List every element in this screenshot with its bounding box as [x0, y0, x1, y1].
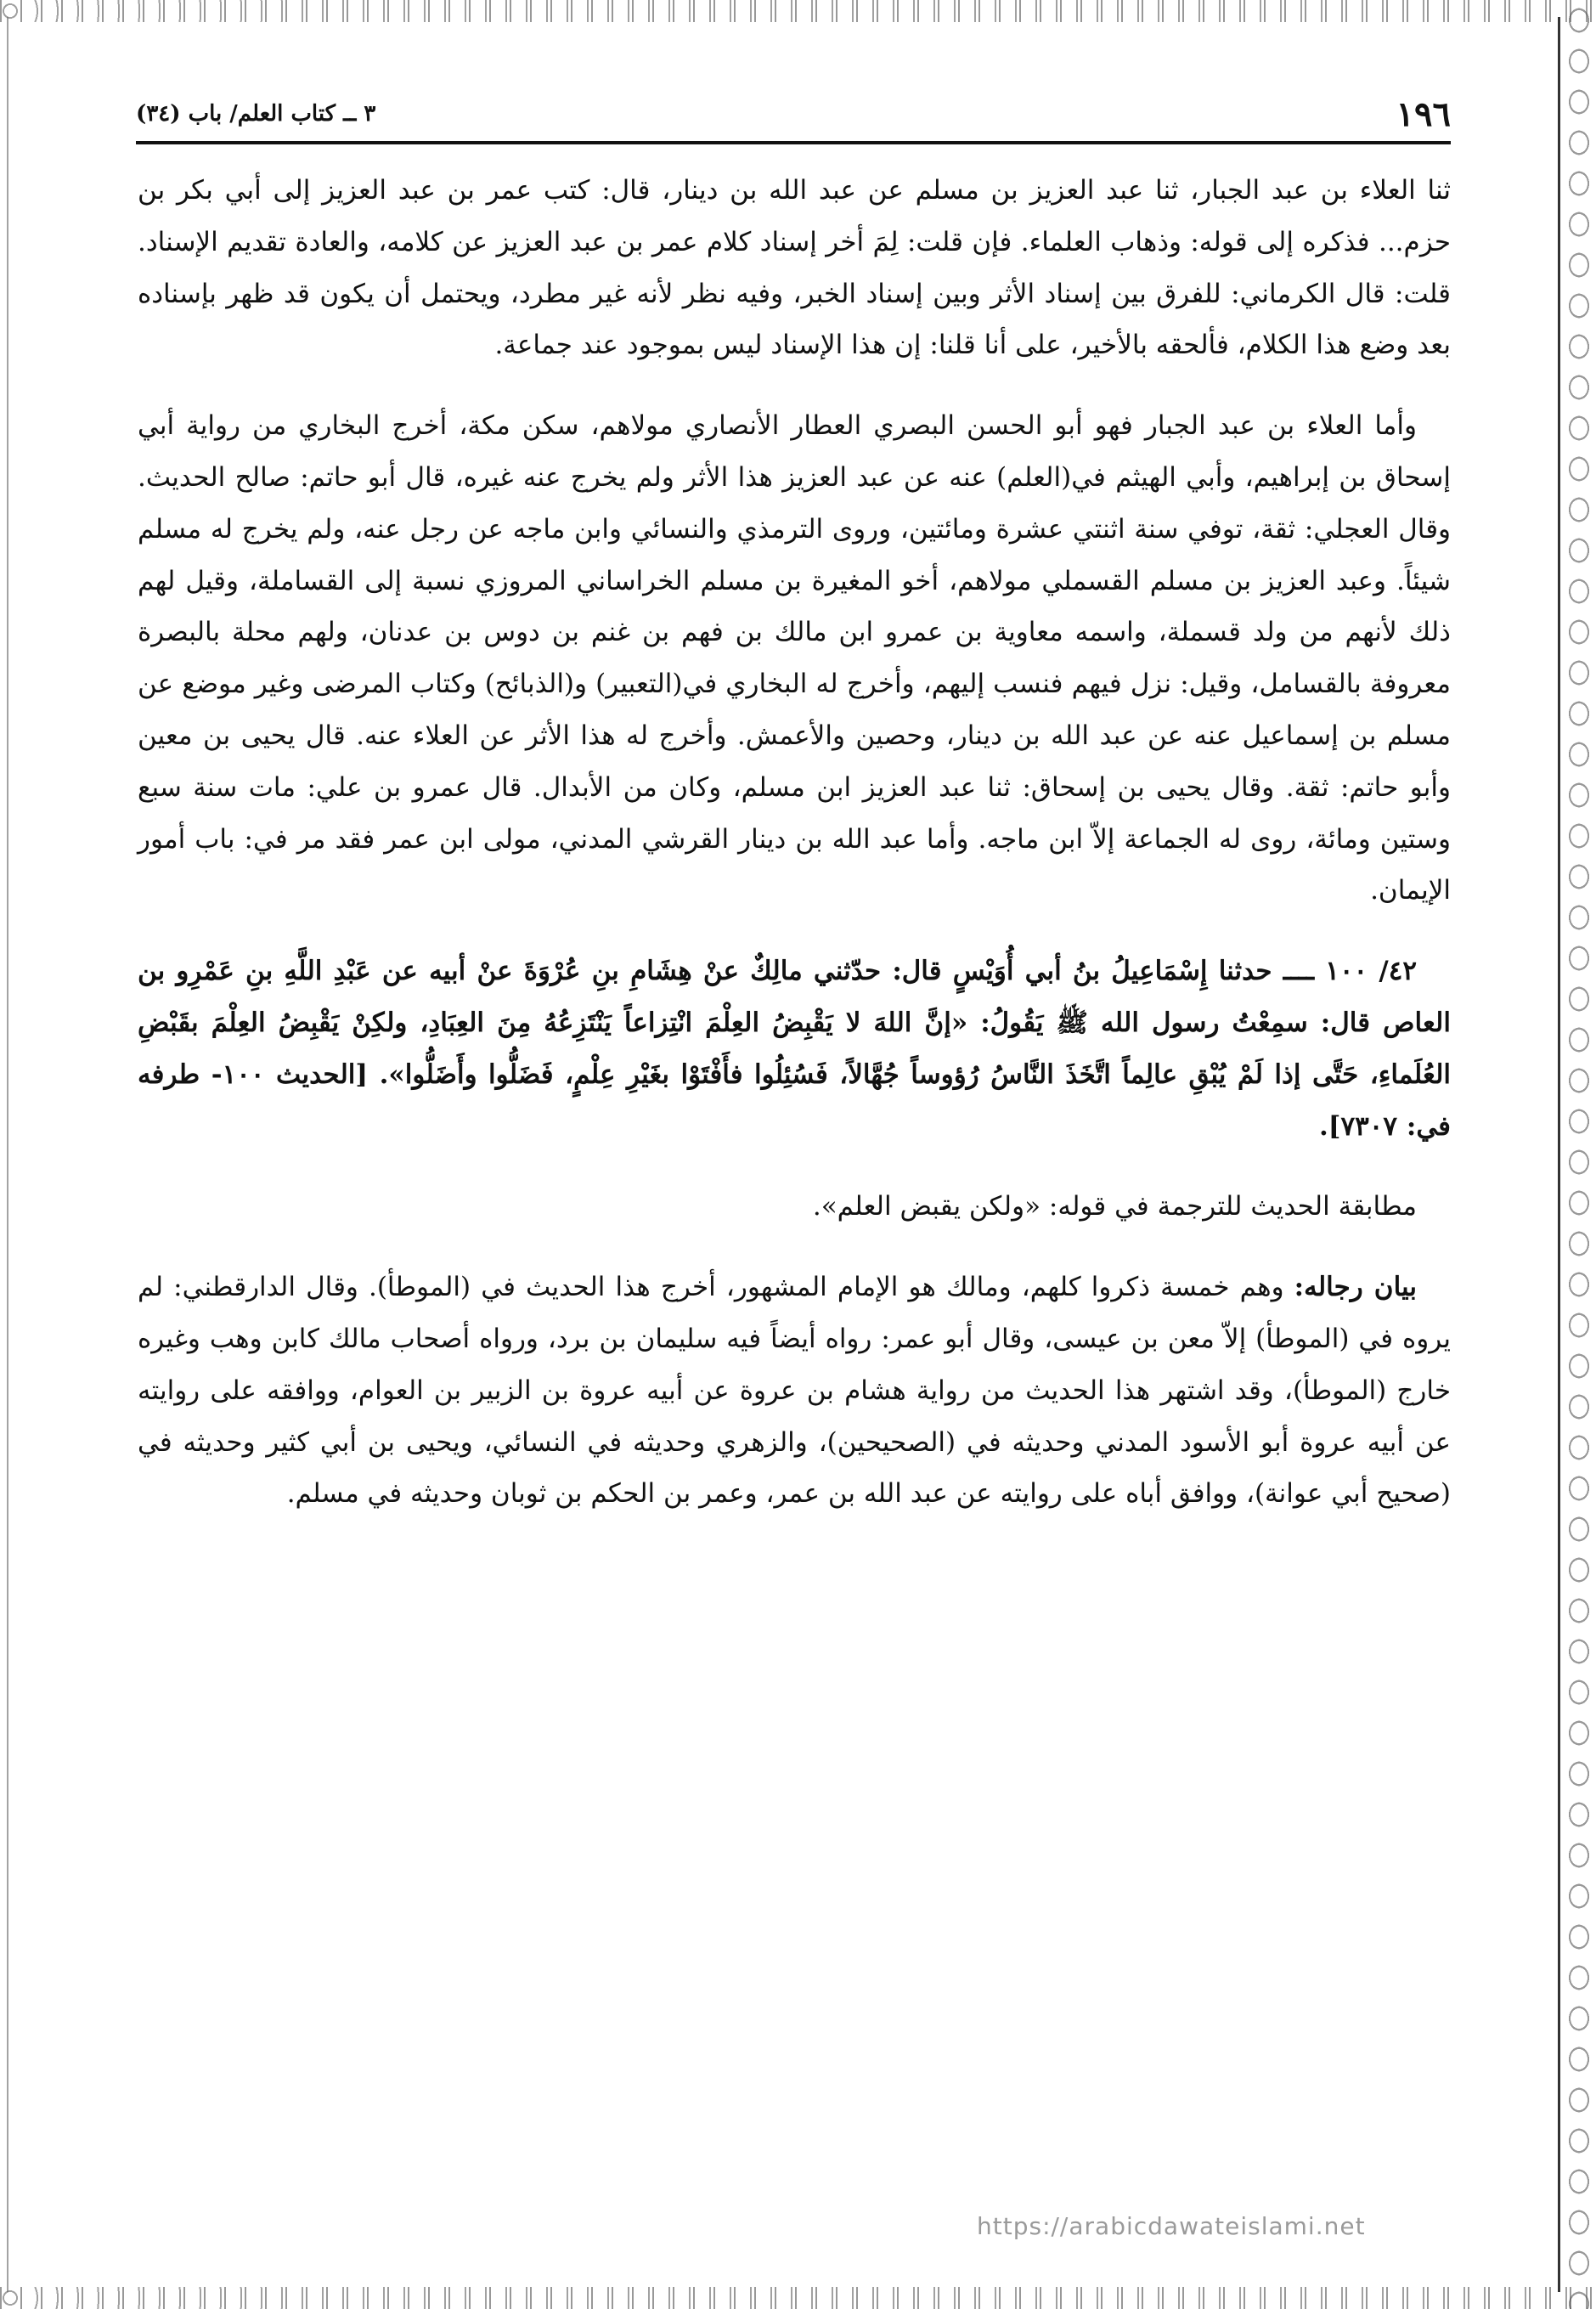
running-head: ٣ ــ كتاب العلم/ باب (٣٤): [136, 101, 376, 127]
section-text: وهم خمسة ذكروا كلهم، ومالك هو الإمام المشهور، أخرج هذا الحديث في (الموطأ). وقال الدارقطني: لم يروه في (الموطأ) إلاّ معن بن عيسى، وقال أبو عمر: رواه أيضاً فيه سليمان بن برد، ورواه أصحاب مالك كابن وهب وغيره خارج (الموطأ)، وقد اشتهر هذا الحديث من رواية هشام بن عروة عن أبيه عروة بن الزبير بن العوام، ووافقه على روايته عن أبيه عروة أبو الأسود المدني وحديثه في (الصحيحين)، والزهري وحديثه في النسائي، ويحيى بن أبي كثير وحديثه في (صحيح أبي عوانة)، ووافق أباه على روايته عن عبد الله بن عمر، وعمر بن الحكم بن ثوبان وحديثه في مسلم.: [138, 1272, 1451, 1510]
page-number: ١٩٦: [1396, 93, 1451, 134]
decorative-border-top: [0, 0, 1596, 22]
section-lead: بيان رجاله:: [1294, 1272, 1418, 1303]
paragraph-correspondence: مطابقة الحديث للترجمة في قوله: «ولكن يقبض العلم».: [812, 1191, 1417, 1222]
paragraph-isnad-note: ثنا العلاء بن عبد الجبار، ثنا عبد العزيز بن مسلم عن عبد الله بن دينار، قال: كتب عمر بن عبد العزيز إلى أبي بكر بن حزم... فذكره إلى قوله: وذهاب العلماء. فإن قلت: لِمَ أخر إسناد كلام عمر بن عبد العزيز عن كلامه، والعادة تقديم الإسناد. قلت: قال الكرماني: للفرق بين إسناد الأثر وبين إسناد الخبر، وفيه نظر لأنه غير مطرد، ويحتمل أن يكون قد ظهر بإسناده بعد وضع هذا الكلام، فألحقه بالأخير، على أنا قلنا: إن هذا الإسناد ليس بموجود عند جماعة.: [138, 175, 1451, 361]
hadith-text: ــــ حدثنا إِسْمَاعِيلُ بنُ أبي أُوَيْسٍ قال: حدّثني مالِكٌ عنْ هِشَامِ بنِ عُرْوَةَ عنْ أبيه عن عَبْدِ اللَّهِ بنِ عَمْرِو بن العاص قال: سمِعْتُ رسول الله ﷺ يَقُولُ: «إنَّ اللهَ لا يَقْبِضُ العِلْمَ انْتِزاعاً يَنْتَزِعُهُ مِنَ العِبَادِ، ولكِنْ يَقْبِضُ العِلْمَ بقَبْضِ العُلَماءِ، حَتَّى إذا لَمْ يُبْقِ عالِماً اتَّخَذَ النَّاسُ رُؤوساً جُهَّالاً، فَسُئِلُوا فأَفْتَوْا بغَيْرِ عِلْمٍ، فَضَلُّوا وأَضَلُّوا». [الحديث ١٠٠- طرفه في: ٧٣٠٧].: [138, 956, 1452, 1142]
paragraph-narrators-bio: وأما العلاء بن عبد الجبار فهو أبو الحسن البصري العطار الأنصاري مولاهم، سكن مكة، أخرج البخاري من رواية أبي إسحاق بن إبراهيم، وأبي الهيثم في(العلم) عنه عن عبد العزيز هذا الأثر ولم يخرج عنه غيره، قال أبو حاتم: صالح الحديث. وقال العجلي: ثقة، توفي سنة اثنتي عشرة ومائتين، وروى الترمذي والنسائي وابن ماجه عن رجل عنه، ولم يخرج له مسلم شيئاً. وعبد العزيز بن مسلم القسملي مولاهم، أخو المغيرة بن مسلم الخراساني المروزي نسبة إلى القساملة، وقيل لهم ذلك لأنهم من ولد قسملة، واسمه معاوية بن عمرو ابن مالك بن فهم بن غنم بن دوس بن عدنان، ولهم محلة بالبصرة معروفة بالقسامل، وقيل: نزل فيهم فنسب إليهم، وأخرج له البخاري في(التعبير) و(الذبائح) وكتاب المرضى وغير موضع عن مسلم بن إسماعيل عنه عن عبد الله بن دينار، وحصين والأعمش. وأخرج له هذا الأثر عن العلاء عنه. قال يحيى بن معين وأبو حاتم: ثقة. وقال يحيى بن إسحاق: ثنا عبد العزيز ابن مسلم، وكان من الأبدال. قال عمرو بن علي: مات سنة سبع وستين ومائة، روى له الجماعة إلاّ ابن ماجه. وأما عبد الله بن دينار القرشي المدني، مولى ابن عمر فقد مر في: باب أمور الإيمان.: [138, 410, 1451, 906]
paragraph-hadith-100: [138, 946, 1451, 1152]
page-header: [136, 88, 1451, 139]
border-rule-right: [1558, 17, 1560, 2292]
decorative-border-right: [1562, 0, 1596, 2309]
page-body: [138, 165, 1451, 1520]
decorative-border-bottom: [0, 2287, 1596, 2309]
paragraph-narrators: [138, 1262, 1451, 1520]
hadith-number: ٤٢/ ١٠٠: [1325, 956, 1417, 987]
border-rule-left: [7, 17, 8, 2292]
watermark-url: https://arabicdawateislami.net: [977, 2212, 1366, 2240]
header-rule: [136, 141, 1451, 144]
